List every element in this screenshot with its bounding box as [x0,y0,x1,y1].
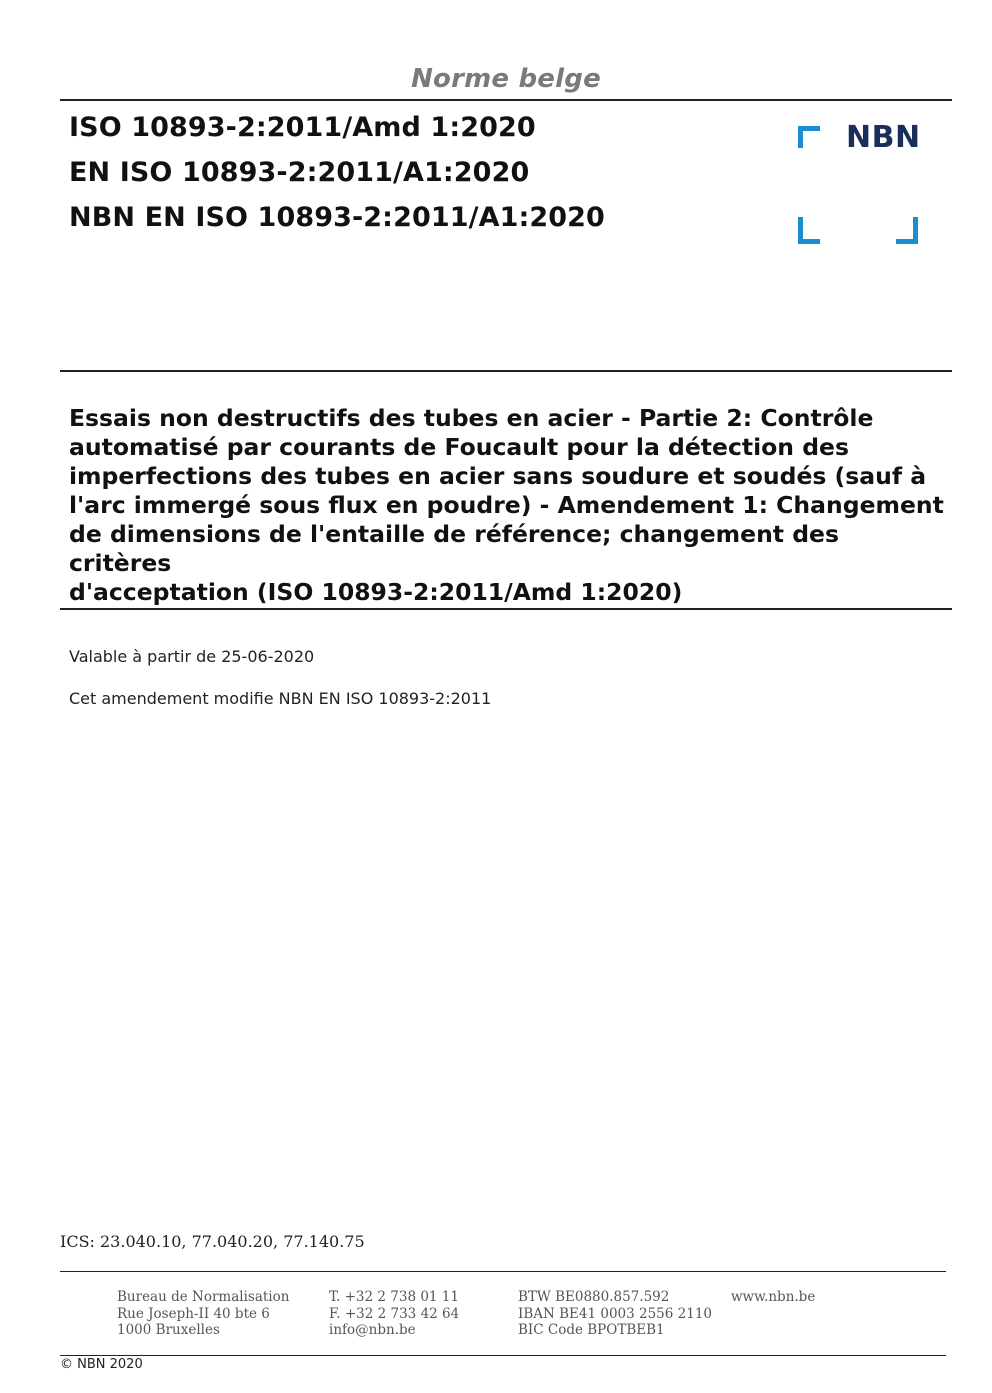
address-line: Bureau de Normalisation [117,1289,290,1305]
footer-top-rule [60,1271,946,1272]
document-type-label: Norme belge [411,64,601,94]
en-standard-code: EN ISO 10893-2:2011/A1:2020 [69,157,530,188]
title-line: l'arc immergé sous flux en poudre) - Amendement 1: Changement [69,491,944,519]
copyright-notice: © NBN 2020 [60,1357,143,1372]
nbn-logo [796,120,920,248]
validity-date: Valable à partir de 25-06-2020 [69,647,315,666]
bic-code: BIC Code BPOTBEB1 [518,1322,665,1338]
ics-codes: ICS: 23.040.10, 77.040.20, 77.140.75 [60,1232,365,1251]
title-line: imperfections des tubes en acier sans soudure et soudés (sauf à [69,462,927,490]
title-line: d'acceptation (ISO 10893-2:2011/Amd 1:2020) [69,578,683,606]
document-title [69,404,949,607]
title-bottom-rule [60,608,952,610]
phone-number: T. +32 2 738 01 11 [329,1289,459,1305]
nbn-standard-code: NBN EN ISO 10893-2:2011/A1:2020 [69,202,605,233]
footer-bottom-rule [60,1355,946,1356]
website-link[interactable]: www.nbn.be [731,1289,816,1305]
title-line: automatisé par courants de Foucault pour la détection des [69,433,849,461]
title-line: Essais non destructifs des tubes en acier - Partie 2: Contrôle [69,404,874,432]
address-line: 1000 Bruxelles [117,1322,220,1338]
footer-contact [329,1289,459,1339]
footer-address [117,1289,289,1339]
vat-number: BTW BE0880.857.592 [518,1289,670,1305]
title-top-rule [60,370,952,372]
email-link[interactable]: info@nbn.be [329,1322,416,1338]
header-rule [60,99,952,101]
amendment-note: Cet amendement modifie NBN EN ISO 10893-2:2011 [69,689,492,708]
iso-standard-code: ISO 10893-2:2011/Amd 1:2020 [69,112,536,143]
footer-bank [518,1289,712,1339]
fax-number: F. +32 2 733 42 64 [329,1305,460,1322]
address-line: Rue Joseph-II 40 bte 6 [117,1305,270,1322]
iban-number: IBAN BE41 0003 2556 2110 [518,1305,713,1322]
title-line: de dimensions de l'entaille de référence; changement des critères [69,520,839,577]
footer-website [731,1289,815,1306]
nbn-logo-text: NBN [846,120,921,155]
